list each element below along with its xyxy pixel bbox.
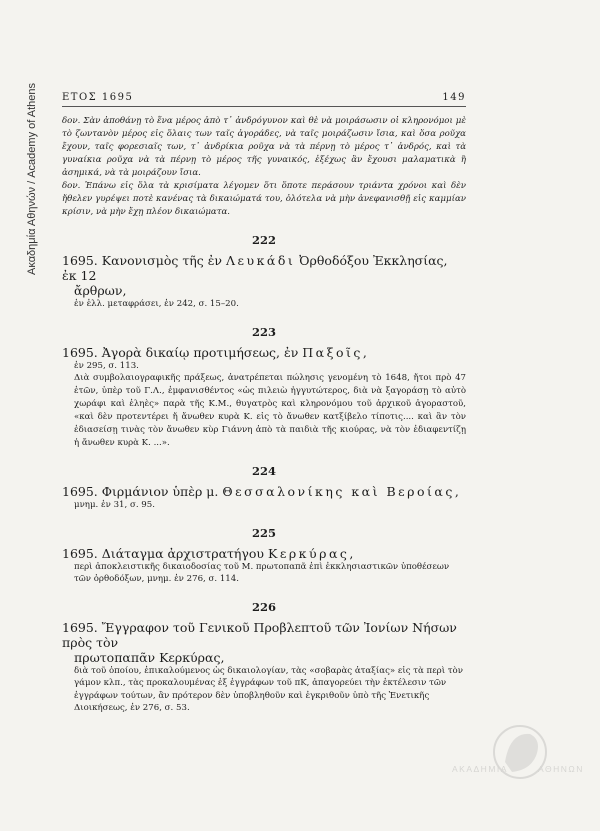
entry-title-line2: ἄρθρων, xyxy=(74,283,127,298)
title-text: Διάταγμα ἀρχιστρατήγου xyxy=(101,545,265,561)
entry-year: 1695. xyxy=(62,253,98,268)
entry-title xyxy=(62,484,466,499)
entry-year: 1695. xyxy=(62,484,98,499)
entry-number: 222 xyxy=(251,233,276,247)
title-place: Λευκάδι xyxy=(226,253,296,268)
intro-paragraph: δον. Ἐπάνω εἰς ὅλα τὰ κρισίματα λέγομεν ὅτι ὅποτε περάσουν τριάντα χρόνοι καὶ δὲν ἤθελεν γυρέψει ποτὲ κανένας τὰ δικαιώματά του, ὀλότελα νὰ μὴν ἀνεφανισθῇ εἰς καμμίαν κρίσιν, νὰ μὴν ἔχῃ πλέον δικαιώματα. xyxy=(62,181,466,217)
entry-225 xyxy=(62,526,466,586)
entry-reference: ἐν 295, σ. 113. xyxy=(74,360,139,371)
entry-226 xyxy=(62,600,466,715)
page-content xyxy=(62,92,466,715)
athena-head-icon xyxy=(450,722,590,792)
academy-watermark-logo xyxy=(450,722,590,792)
entry-223 xyxy=(62,325,466,451)
title-text: Κανονισμὸς τῆς ἐν xyxy=(101,253,223,268)
entry-title xyxy=(62,620,466,650)
entry-224 xyxy=(62,464,466,512)
entry-title xyxy=(62,546,466,561)
title-place: Θεσσαλονίκης καὶ Βεροίας, xyxy=(222,484,462,499)
side-label xyxy=(4,40,38,280)
entry-number: 226 xyxy=(251,599,276,614)
entry-title xyxy=(62,345,466,360)
title-text: Φιρμάνιον ὑπὲρ μ. xyxy=(101,484,219,499)
entry-title xyxy=(62,253,466,283)
entry-reference: περὶ ἀποκλειστικῆς δικαιοδοσίας τοῦ Μ. πρωτοπαπᾶ ἐπὶ ἐκκλησιαστικῶν ὑποθέσεων τῶν ὀρθοδόξων, μνημ. ἐν 276, σ. 114. xyxy=(74,561,450,584)
entry-reference: διὰ τοῦ ὁποίου, ἐπικαλούμενος ὡς δικαιολογίαν, τὰς «σοβαρὰς ἀταξίας» εἰς τὰ περὶ τὸν γάμον κλπ., τὰς προκαλουμένας ἐξ ἐγγράφων τοῦ πΚ, ἀπαγορεύει τὴν ἐκτέλεσιν τῶν ἐγγράφων τούτων, ἂν πρότερον δὲν ὑποβληθοῦν καὶ ἐγκριθοῦν ὑπὸ τῆς Ἐνετικῆς Διοικήσεως, ἐν 276, σ. 53. xyxy=(74,665,463,713)
running-header xyxy=(62,92,466,107)
intro-text xyxy=(62,115,466,219)
intro-paragraph: δον. Σὰν ἀποθάνῃ τὸ ἕνα μέρος ἀπὸ τ᾽ ἀνδρόγυνον καὶ θὲ νὰ μοιράσωσιν οἱ κληρονόμοι μὲ τὸ ζωντανὸν μέρος εἰς ὅλαις των ταῖς ἀγοράδες, νὰ ταῖς μοιράζωσιν ἴσια, καὶ ὅσα ροῦχα ἔχουν, ταῖς φορεσιαῖς των, τ᾽ ἀνδρίκια ροῦχα νὰ τὰ πέρνῃ τὸ μέρος τ᾽ ἀνδρός, καὶ τὰ γυναίκια ροῦχα νὰ τὰ πέρνῃ τὸ μέρος τῆς γυναικός, ἐξέχως ἂν ἔχουσι μαλαματικὰ ἢ ἀσημικά, νὰ τὰ μοιράζουν ἴσια. xyxy=(62,116,466,178)
page-number: 149 xyxy=(442,92,466,103)
entry-year: 1695. xyxy=(62,545,98,561)
header-title: ΕΤΟΣ 1695 xyxy=(62,92,134,103)
entry-reference: ἐν ἑλλ. μεταφράσει, ἐν 242, σ. 15–20. xyxy=(74,299,239,309)
title-text: Ἔγγραφον τοῦ Γενικοῦ Προβλεπτοῦ τῶν Ἰονίων Νήσων πρὸς τὸν xyxy=(62,619,457,650)
title-place: Παξοῖς, xyxy=(302,344,370,360)
title-place: Κερκύρας, xyxy=(268,545,356,561)
entry-year: 1695. xyxy=(62,344,98,360)
entry-title-line2: πρωτοπαπᾶν Κερκύρας, xyxy=(74,649,225,665)
academy-side-text: Ακαδημία Αθηνών / Academy of Athens xyxy=(26,82,38,275)
watermark-text-right: ΑΘΗΝΩΝ xyxy=(538,764,584,774)
title-text-after: Ὀρθοδόξου Ἐκκλησίας, ἐκ 12 xyxy=(62,253,448,283)
entry-number: 224 xyxy=(251,464,276,478)
entry-year: 1695. xyxy=(62,619,98,635)
entry-number: 223 xyxy=(251,324,276,339)
entry-reference: μνημ. ἐν 31, σ. 95. xyxy=(74,500,155,510)
watermark-text-left: ΑΚΑΔΗΜΙΑ xyxy=(452,764,508,774)
title-text: Ἀγορὰ δικαίῳ προτιμήσεως, ἐν xyxy=(101,344,299,360)
entry-222 xyxy=(62,233,466,311)
entry-number: 225 xyxy=(251,525,276,540)
entry-body: Διὰ συμβολαιογραφικῆς πράξεως, ἀνατρέπεται πώλησις γενομένη τὸ 1648, ἤτοι πρὸ 47 ἐτῶν, ὑπὲρ τοῦ Γ.Λ., ἐμφανισθέντος «ὡς πιλειὼ ἠγγυτώτερος, διὰ νὰ ξαγοράσῃ τὸ αὐτὸ χωράφι καὶ ἐληὲς» παρὰ τῆς Κ.Μ., θυγατρὸς καὶ κληρονόμου τοῦ ἀρχικοῦ ἀγοραστοῦ, «καὶ δὲν προτεντέρει ἤ ἄνωθεν κυρὰ Κ. εἰς τὸ ἄνωθεν κατξίβελο τίποτις.... καὶ ἂν τὸν ἐδιασείσῃ τινὰς τὸν ἄνωθεν κὺρ Γιάννη ἀπὸ τὰ παιδιὰ τῆς κιούρας, νὰ τὸν ἐδιαφεντίζῃ ἡ ἄνωθεν κυρὰ Κ. ...». xyxy=(74,373,466,448)
